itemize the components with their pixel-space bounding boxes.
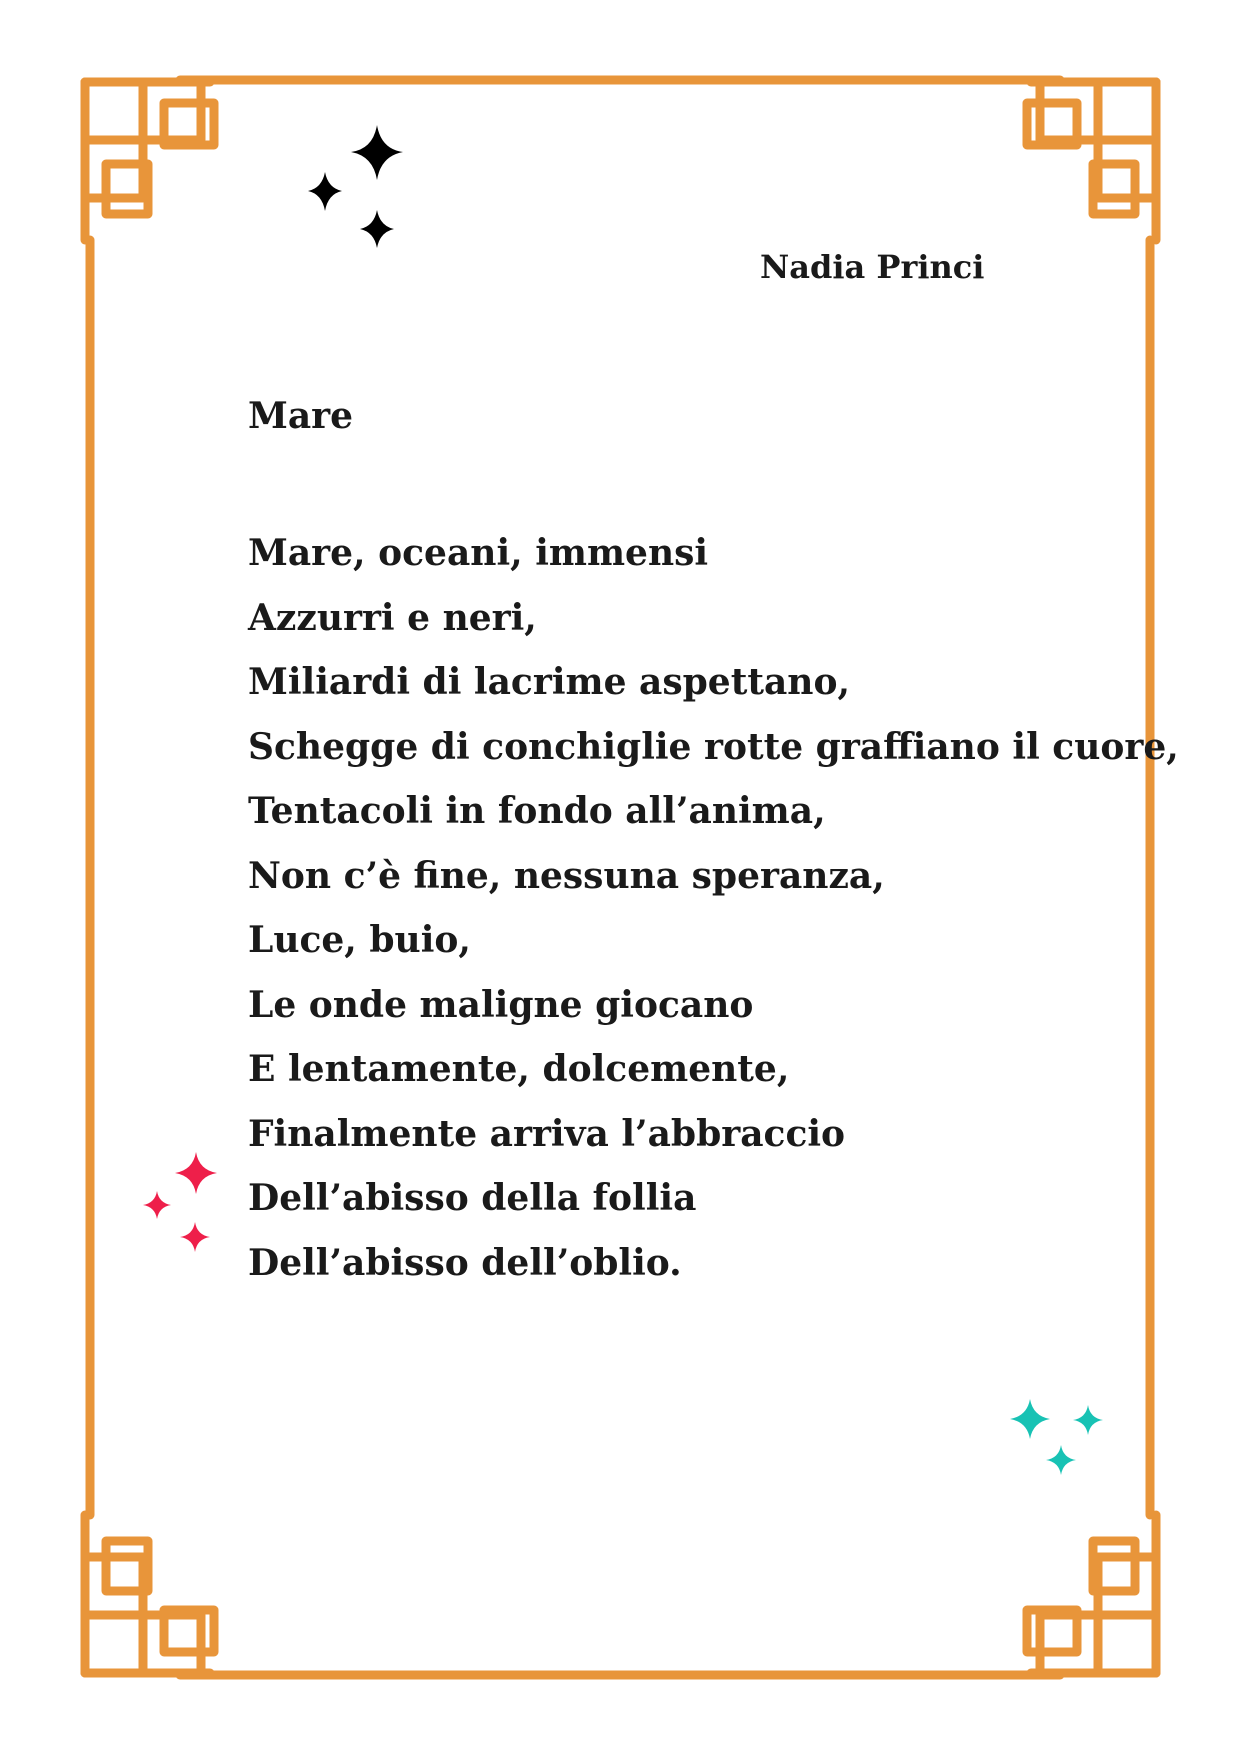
verse-line: Le onde maligne giocano [248,983,754,1026]
teal-sparkles-icon [1000,1395,1115,1490]
poem-verses [248,521,1179,1295]
verse-line: Finalmente arriva l’abbraccio [248,1112,846,1155]
corner-knot-bottom-left [85,1515,214,1673]
verse-line: Luce, buio, [248,919,471,961]
poem-title: Mare [248,395,354,437]
verse-line: Tentacoli in fondo all’anima, [248,790,826,832]
verse-line: Miliardi di lacrime aspettano, [248,661,850,703]
author-name: Nadia Princi [760,248,985,286]
verse-line: E lentamente, dolcemente, [248,1048,790,1090]
corner-knot-top-left [85,82,214,240]
verse-line: Non c’è fine, nessuna speranza, [248,854,885,897]
corner-knot-bottom-right [1027,1515,1156,1673]
verse-line: Azzurri e neri, [248,596,537,639]
verse-line: Schegge di conchiglie rotte graffiano il cuore, [248,725,1179,768]
corner-knot-top-right [1027,82,1156,240]
verse-line: Dell’abisso della follia [248,1177,697,1219]
verse-line: Mare, oceani, immensi [248,532,709,574]
red-sparkles-icon [135,1148,235,1268]
verse-line: Dell’abisso dell’oblio. [248,1241,682,1284]
black-sparkles-icon [300,115,410,255]
